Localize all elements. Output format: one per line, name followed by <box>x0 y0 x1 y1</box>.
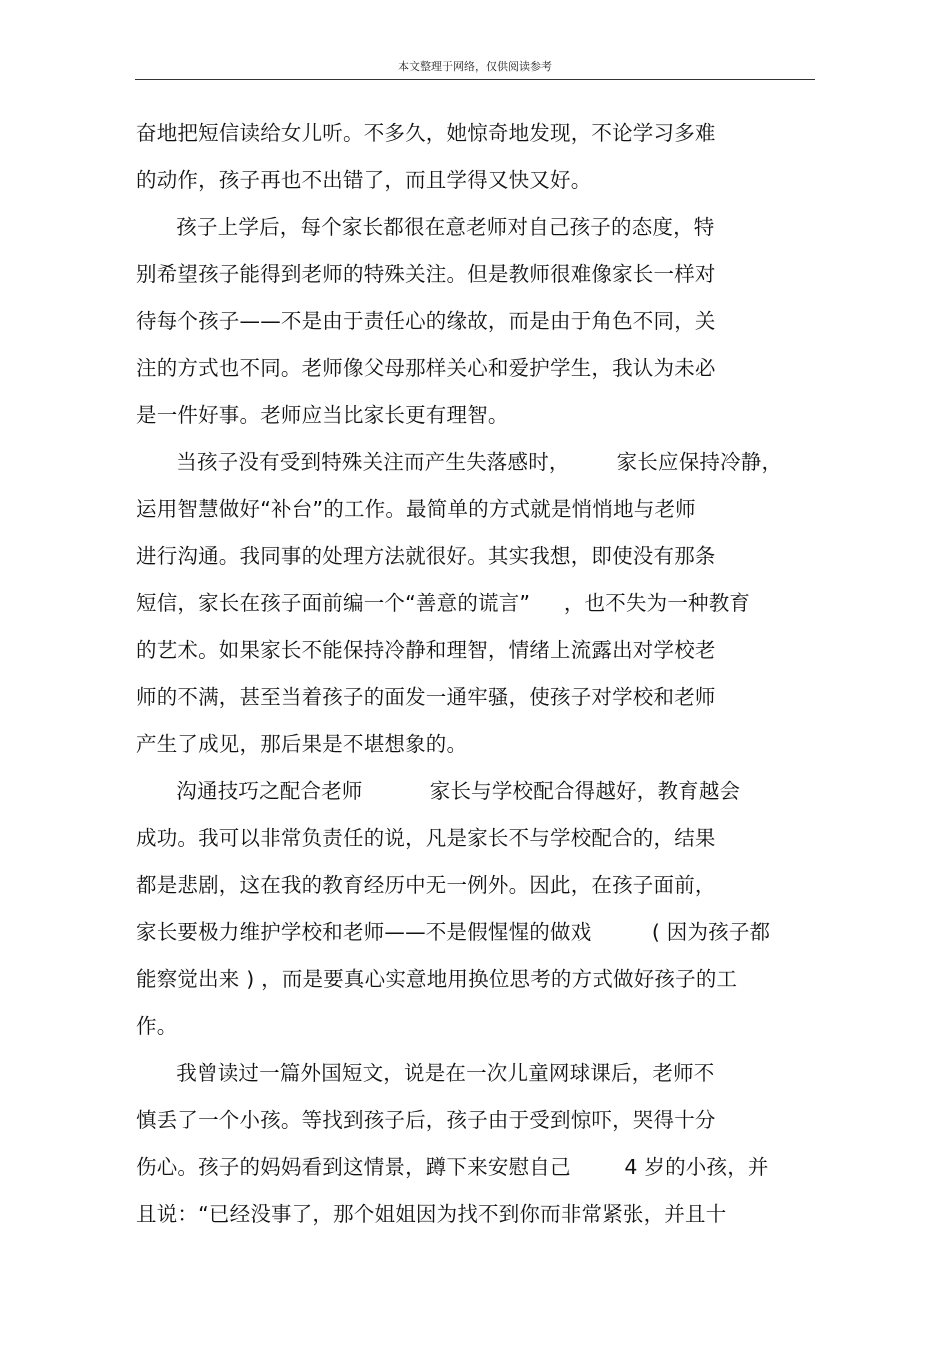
text-line: 我曾读过一篇外国短文，说是在一次儿童网球课后，老师不 <box>136 1061 715 1085</box>
text-line: 慎丢了一个小孩。等找到孩子后，孩子由于受到惊吓，哭得十分 <box>136 1108 716 1132</box>
text-line: 沟通技巧之配合老师 家长与学校配合得越好，教育越会 <box>136 779 741 803</box>
text-line: 的动作，孩子再也不出错了，而且学得又快又好。 <box>136 168 592 192</box>
text-line: 运用智慧做好“补台”的工作。最简单的方式就是悄悄地与老师 <box>136 497 696 521</box>
text-line: 且说：“已经没事了，那个姐姐因为找不到你而非常紧张，并且十 <box>136 1202 727 1226</box>
text-line: 家长要极力维护学校和老师——不是假惺惺的做戏 ( 因为孩子都 <box>136 920 771 944</box>
body-text <box>136 110 816 1238</box>
text-line: 孩子上学后，每个家长都很在意老师对自己孩子的态度，特 <box>136 215 715 239</box>
text-line: 师的不满，甚至当着孩子的面发一通牢骚，使孩子对学校和老师 <box>136 685 716 709</box>
text-line: 待每个孩子——不是由于责任心的缘故，而是由于角色不同，关 <box>136 309 716 333</box>
text-line: 都是悲剧，这在我的教育经历中无一例外。因此，在孩子面前， <box>136 873 716 897</box>
text-line: 别希望孩子能得到老师的特殊关注。但是教师很难像家长一样对 <box>136 262 716 286</box>
text-line: 是一件好事。老师应当比家长更有理智。 <box>136 403 509 427</box>
page-header: 本文整理于网络，仅供阅读参考 <box>398 60 552 73</box>
text-line: 伤心。孩子的妈妈看到这情景，蹲下来安慰自己 4 岁的小孩，并 <box>136 1155 769 1179</box>
text-line: 的艺术。如果家长不能保持冷静和理智，情绪上流露出对学校老 <box>136 638 716 662</box>
text-line: 进行沟通。我同事的处理方法就很好。其实我想，即使没有那条 <box>136 544 716 568</box>
header-divider <box>135 79 815 80</box>
text-line: 作。 <box>136 1014 178 1038</box>
text-line: 产生了成见，那后果是不堪想象的。 <box>136 732 468 756</box>
text-line: 注的方式也不同。老师像父母那样关心和爱护学生，我认为未必 <box>136 356 716 380</box>
text-line: 奋地把短信读给女儿听。不多久，她惊奇地发现，不论学习多难 <box>136 121 716 145</box>
text-line: 成功。我可以非常负责任的说，凡是家长不与学校配合的，结果 <box>136 826 716 850</box>
text-line: 能察觉出来 ) ，而是要真心实意地用换位思考的方式做好孩子的工 <box>136 967 738 991</box>
text-line: 短信，家长在孩子面前编一个“善意的谎言” ，也不失为一种教育 <box>136 591 751 615</box>
text-line: 当孩子没有受到特殊关注而产生失落感时， 家长应保持冷静， <box>136 450 783 474</box>
